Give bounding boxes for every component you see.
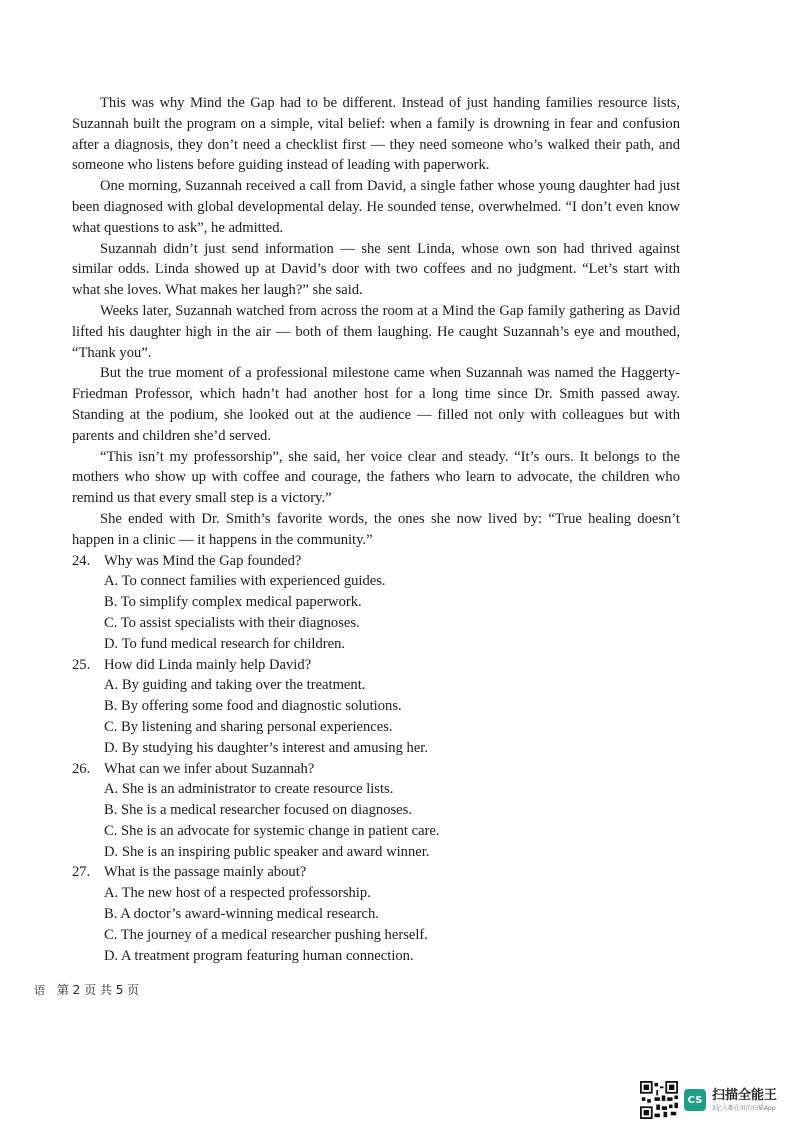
question-number: 26. — [72, 760, 91, 777]
passage-paragraph: Weeks later, Suzannah watched from across the room at a Mind the Gap family gathering as David lifted his daughter high in the air — both of them laughing. He caught Suzannah’s eye and mouthed, “Thank you”. — [72, 302, 680, 361]
question-list — [72, 551, 680, 967]
question-27 — [72, 862, 680, 966]
reading-passage — [72, 93, 680, 551]
question-stem: What can we infer about Suzannah? — [104, 760, 315, 777]
question-stem: How did Linda mainly help David? — [104, 656, 312, 673]
page-footer — [34, 981, 139, 998]
question-stem: What is the passage mainly about? — [104, 864, 307, 881]
answer-option[interactable]: B. To simplify complex medical paperwork. — [104, 594, 362, 611]
answer-option[interactable]: C. By listening and sharing personal experiences. — [104, 718, 393, 735]
answer-option[interactable]: B. By offering some food and diagnostic solutions. — [104, 698, 402, 715]
qr-code-icon — [640, 1081, 678, 1119]
answer-option[interactable]: A. The new host of a respected professorship. — [104, 885, 371, 902]
question-number: 25. — [72, 656, 91, 673]
answer-option[interactable]: C. The journey of a medical researcher pushing herself. — [104, 926, 428, 943]
page-number: 第 2 页 共 5 页 — [56, 983, 140, 997]
subject-mark: 语 — [34, 984, 45, 997]
answer-option[interactable]: A. By guiding and taking over the treatment. — [104, 677, 366, 694]
answer-option[interactable]: D. A treatment program featuring human connection. — [104, 947, 414, 964]
passage-paragraph: Suzannah didn’t just send information — she sent Linda, whose own son had thrived against similar odds. Linda showed up at David’s door with two coffees and no judgment. “Let’s start with what she loves. What makes her laugh?” she said. — [72, 240, 680, 299]
answer-option[interactable]: B. She is a medical researcher focused on diagnoses. — [104, 802, 412, 819]
answer-option[interactable]: D. To fund medical research for children. — [104, 635, 346, 652]
answer-option[interactable]: A. She is an administrator to create resource lists. — [104, 781, 394, 798]
question-number: 27. — [72, 864, 91, 881]
passage-paragraph: But the true moment of a professional milestone came when Suzannah was named the Haggerty-Friedman Professor, which hadn’t had another host for a long time since Dr. Smith passed away. Standing at the podium, she looked out at the audience — filled not only with colleagues but with parents and children she’d served. — [72, 365, 680, 444]
passage-paragraph: She ended with Dr. Smith’s favorite words, the ones she now lived by: “True healing doesn’t happen in a clinic — it happens in the community.” — [72, 510, 680, 548]
question-number: 24. — [72, 552, 91, 569]
answer-option[interactable]: A. To connect families with experienced guides. — [104, 573, 386, 590]
scanner-watermark — [640, 1080, 777, 1120]
passage-paragraph: One morning, Suzannah received a call from David, a single father whose young daughter had just been diagnosed with global developmental delay. He sounded tense, overwhelmed. “I don’t even know what questions to ask”, he admitted. — [72, 178, 680, 236]
question-24 — [72, 551, 680, 655]
passage-paragraph: This was why Mind the Gap had to be different. Instead of just handing families resource lists, Suzannah built the program on a simple, vital belief: when a family is drowning in fear and confusion after a diagnosis, they don’t need a checklist first — they need someone who’s walked their path, and someone who listens before guiding instead of leading with paperwork. — [72, 95, 680, 174]
question-26 — [72, 759, 680, 863]
question-stem: Why was Mind the Gap founded? — [104, 552, 302, 569]
answer-option[interactable]: C. She is an advocate for systemic change in patient care. — [104, 822, 440, 839]
answer-option[interactable]: B. A doctor’s award-winning medical research. — [104, 906, 379, 923]
answer-option[interactable]: D. By studying his daughter’s interest and amusing her. — [104, 739, 428, 756]
camscanner-logo: CS — [684, 1089, 706, 1111]
scanner-app-name: 扫描全能王 — [712, 1087, 778, 1103]
passage-paragraph: “This isn’t my professorship”, she said, her voice clear and steady. “It’s ours. It belongs to the mothers who show up with coffee and courage, the fathers who learn to advocate, the children who remind us that every small step is a victory.” — [72, 448, 680, 507]
exam-page — [72, 93, 680, 966]
question-25 — [72, 655, 680, 759]
scanner-tagline: 3亿人都在用的扫描App — [712, 1104, 776, 1112]
answer-option[interactable]: C. To assist specialists with their diagnoses. — [104, 614, 360, 631]
answer-option[interactable]: D. She is an inspiring public speaker and award winner. — [104, 843, 430, 860]
